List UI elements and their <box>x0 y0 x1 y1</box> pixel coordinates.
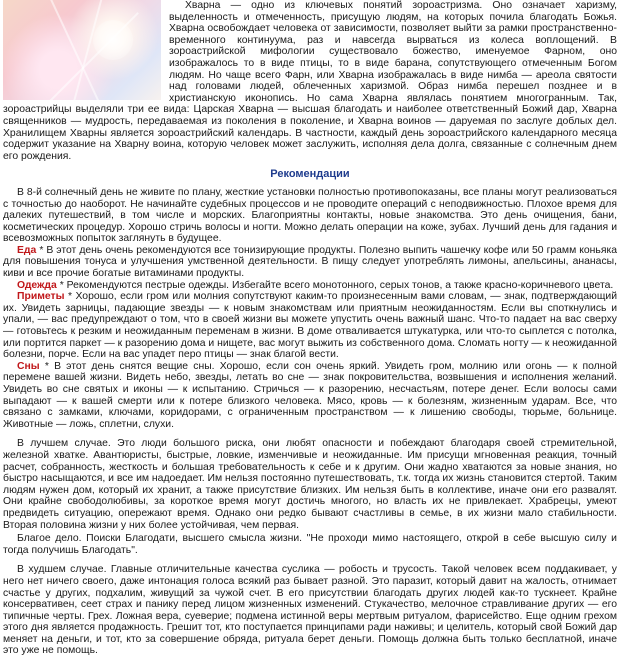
clothes-paragraph <box>3 280 617 292</box>
food-text: * В этот день очень рекомендуются все тонизирующие продукты. Полезно выпить чашечку кофе или 50 грамм коньяка для повышения тонуса и улучшения умственной деятельности. В пищу следует употреблять лимоны, апельсины, ананасы, киви и все прочие богатые витаминами продукты. <box>3 244 617 280</box>
section-heading: Рекомендации <box>270 168 350 181</box>
sunlight-glow-image <box>3 0 161 100</box>
blessing-paragraph: Благое дело. Поиски Благодати, высшего смысла жизни. "Не проходи мимо настоящего, открой в себе высшую силу и тогда получишь Благодать". <box>3 533 617 556</box>
glow-decoration <box>93 20 133 60</box>
dreams-label: Сны <box>17 360 40 372</box>
omens-paragraph <box>3 291 617 361</box>
worst-case-paragraph: В худшем случае. Главные отличительные качества суслика — робость и трусость. Такой человек всем поддакивает, у него нет ничего своего, даже интонация голоса всякий раз бывает разной. Это паразит, который давит на жалость, отнимает счастье у других, подхалим, живущий за чужой счет. В его присутствии благодать других людей как-то тускнеет. Крайне консервативен, сеет страх и панику перед лицом жизненных изменений. Стукачество, мелочное стравливание других — его типичные черты. Грех. Ложная вера, суеверие; подмена истинной веры мертвым ритуалом, фарисейство. Еще одним грехом этого дня является продажность. Грешит тот, кто поступается принципами ради наживы; и целитель, который свой Божий дар меняет на деньги, и тот, кто за совершение обряда, ритуала берет деньги. Помощь должна быть только бесплатной, иначе это уже не помощь. <box>3 564 617 657</box>
general-paragraph: В 8-й солнечный день не живите по плану, жесткие установки полностью противопоказаны, все планы могут реализоваться с точностью до наоборот. Не начинайте судебных процессов и не проводите операций с неподвижностью. Плохое время для далеких путешествий, в том числе и морских. Благоприятны контакты, новые знакомства. Это день очищения, бани, косметических процедур. Хорошо стричь волосы и ногти. Можно делать операции на коже, зубах. Лучший день для гадания и всевозможных попыток заглянуть в будущее. <box>3 186 617 245</box>
food-label: Еда <box>17 244 37 256</box>
best-case-paragraph: В лучшем случае. Это люди большого риска, они любят опасности и побеждают благодаря своей стремительной, железной хватке. Авантюристы, быстрые, ловкие, изменчивые и неожиданные. Им присущи мгновенная реакция, точный расчет, собранность, жесткость и большая требовательность к себе и к другим. Они жадно хватаются за новые знания, но быстро насыщаются, и все им надоедает. Им нельзя постоянно путешествовать, т.к. тогда их жизнь становится стертой. Таким людям нужен дом, который их хранит, а также присутствие близких. Им нельзя быть в коллективе, иначе они его развалят. Они крайне свободолюбивы, за короткое время могут достичь многого, но власть их не привлекает. Храбрецы, умеют предвидеть ситуацию, опережают время. Однако они редко бывают счастливы в семье, в их жизни мало стабильности. Вторая половина жизни у них более устойчивая, чем первая. <box>3 438 617 531</box>
intro-paragraph: Хварна — одно из ключевых понятий зороастризма. Оно означает харизму, выделенность и отмеченность, присущую людям, на которых почила благодать Божья. Хварна освобождает человека от зависимости, позволяет выйти за рамки пространственно- временного континуума, раз и навсегда вырваться из колеса воплощений. В зороастрийской мифологии существовало божество, именуемое Фарном, оно изображалось то в виде птицы, то в виде барана, сопутствующего отмеченным Богом людям. Но чаще всего Фарн, или Хварна изображалась в виде нимба — ареола святости над головами людей, облеченных харизмой. Образ нимба перешел позднее и в христианскую иконопись. Но сама Хварна являлась понятием многогранным. Так, зороастрийцы выделяли три ее вида: Царская Хварна — высшая благодать и наиболее ответственный Божий дар, Хварна священников — мудрость, передаваемая из поколения в поколение, и Хварна воинов — даруемая по заслуге доблых дел. Хранилищем Хварны является зороастрийский календарь. В частности, каждый день зороастрийского календарного месяца содержит указание на Хварну воина, которую человек может заслужить, исполняя дела долга, связанные с солнечным днем его рождения. <box>3 0 617 162</box>
clothes-label: Одежда <box>17 279 57 291</box>
dreams-paragraph <box>3 361 617 431</box>
dreams-text: * В этот день снятся вещие сны. Хорошо, если сон очень яркий. Увидеть гром, молнию или огонь — к полной перемене вашей жизни. Видеть небо, звезды, летать во сне — знак покровительства, возвышения и исполнения желаний. Увидеть во сне святых и иконы — к испытанию. Стричься — к разорению, несчастьям, потере денег. Если волосы сами выпадают — к вашей смерти или к потере близкого человека. Мясо, кровь — к болезням, жизненным ударам. Все, что связано с замками, ключами, коридорами, с ограниченным пространством — к лишению свободы, тюрьме, больнице. Животные — ложь, сплетни, слухи. <box>3 360 617 430</box>
omens-text: * Хорошо, если гром или молния сопутствуют каким-то произнесенным вами словам, — знак, подтверждающий их. Увидеть зарницы, падающие звезды — к новым знакомствам или приятным неожиданностям. Если вы споткнулись и упали, — вас предупреждают о том, что в своей жизни вы можете упустить очень важный шанс. Что-то падает на вас сверху — готовьтесь к резким и неожиданным переменам в жизни. В доме отваливается штукатурка, или что-то сыплется с потолка, или портится паркет — к разорению дома и нищете, вас могут выжить из собственного дома. Сломать ногту — к неожиданной болезни, порче. Если на вас упадет перо птицы — знак благой вести. <box>3 291 617 361</box>
food-paragraph <box>3 245 617 280</box>
omens-label: Приметы <box>17 291 65 303</box>
clothes-text: * Рекомендуются пестрые одежды. Избегайте всего монотонного, серых тонов, а также красно-коричневого цвета. <box>56 279 614 291</box>
